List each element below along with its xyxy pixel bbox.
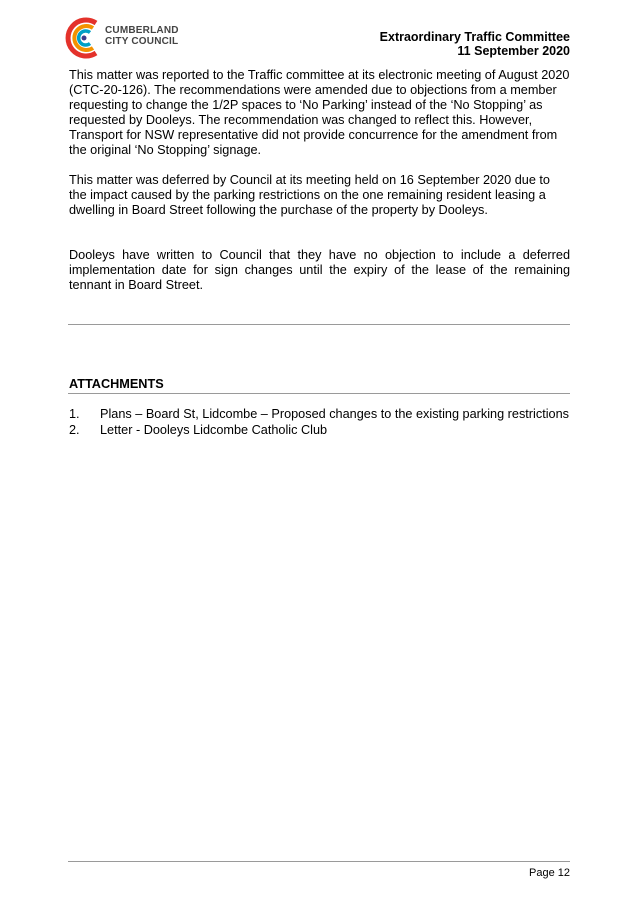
cumberland-logo-icon [62,15,104,61]
attachments-heading: ATTACHMENTS [69,377,164,391]
attachment-title: Plans – Board St, Lidcombe – Proposed changes to the existing parking restrictions [100,407,569,421]
attachments-list [69,407,570,439]
paragraph-1: This matter was reported to the Traffic committee at its electronic meeting of August 2020 (CTC-20-126). The recommendations were amended due to objections from a member requesting to change the 1/2P spaces to ‘No Parking’ instead of the ‘No Stopping’ as requested by Dooleys. The recommendation was changed to reflect this. However, Transport for NSW representative did not provide concurrence for the amendment from the original ‘No Stopping’ signage. [69,68,570,157]
logo-line-2: CITY COUNCIL [105,36,179,47]
committee-title: Extraordinary Traffic Committee [379,30,570,44]
footer-rule [68,861,570,862]
list-item [69,407,570,422]
page-number: Page 12 [529,867,570,879]
logo-line-1: CUMBERLAND [105,25,179,36]
report-body [69,68,570,293]
paragraph-3: Dooleys have written to Council that they have no objection to include a deferred implementation date for sign changes until the expiry of the lease of the remaining tennant in Board Street. [69,248,570,292]
attachment-number: 1. [69,407,80,421]
attachments-heading-rule [68,393,570,394]
document-header [380,30,570,58]
meeting-date: 11 September 2020 [457,44,570,58]
paragraph-2: This matter was deferred by Council at its meeting held on 16 September 2020 due to the impact caused by the parking restrictions on the one remaining resident leasing a dwelling in Board Street following the purchase of the property by Dooleys. [69,173,550,217]
cumberland-logo [62,15,182,61]
section-divider [68,324,570,325]
attachment-title: Letter - Dooleys Lidcombe Catholic Club [100,423,328,437]
attachment-number: 2. [69,423,80,437]
list-item [69,423,570,438]
